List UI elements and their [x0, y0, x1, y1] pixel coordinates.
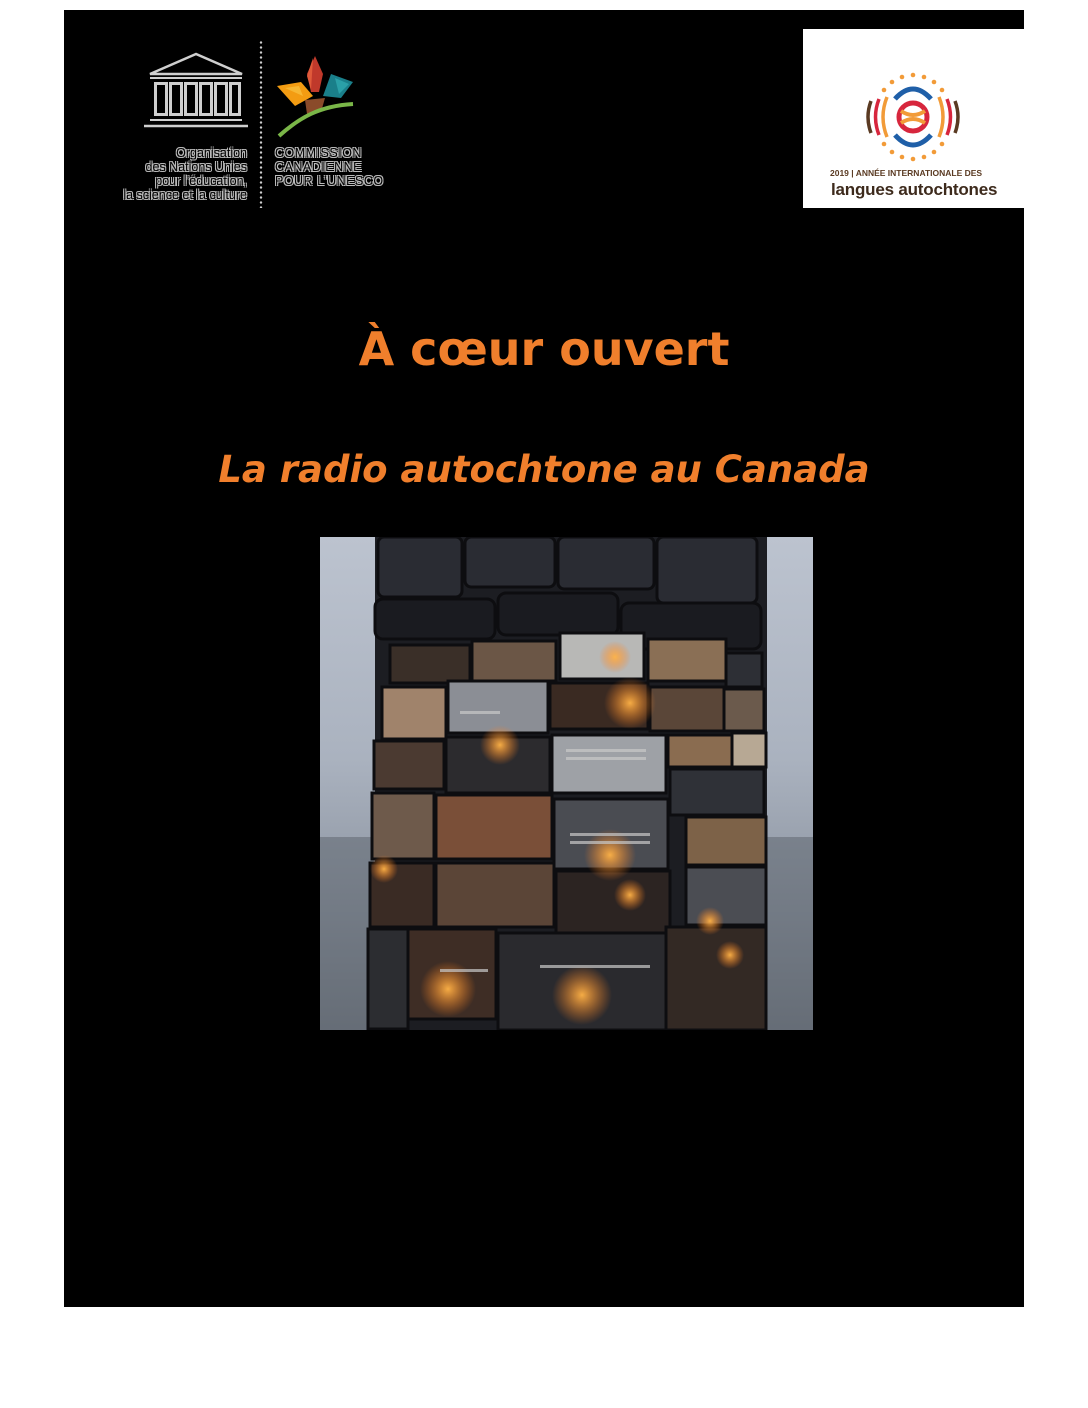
unesco-ccu-logo-block — [115, 38, 405, 210]
radio-tower-photo — [320, 537, 813, 1030]
iyil-languages-line: langues autochtones — [831, 180, 998, 199]
maple-leaf-icon — [273, 52, 357, 138]
logo-divider — [259, 40, 263, 208]
ccu-line-3: POUR L’UNESCO — [275, 174, 384, 188]
ccu-commission-name — [275, 146, 384, 188]
iyil-2019-logo — [803, 29, 1024, 208]
unesco-line-3: pour l’éducation, — [155, 174, 247, 188]
page-title: À cœur ouvert — [358, 322, 730, 376]
page-subtitle: La radio autochtone au Canada — [218, 448, 870, 491]
ccu-line-1: COMMISSION — [275, 146, 362, 160]
unesco-temple-logo — [142, 52, 250, 132]
iyil-year-line: 2019 | ANNÉE INTERNATIONALE DES — [830, 168, 983, 178]
unesco-organisation-name — [123, 146, 247, 202]
radio-tower-illustration — [320, 537, 813, 1030]
ccu-line-2: CANADIENNE — [275, 160, 362, 174]
unesco-line-1: Organisation — [176, 146, 247, 160]
iyil-emblem-icon — [863, 71, 963, 163]
unesco-line-2: des Nations Unies — [145, 160, 247, 174]
unesco-line-4: la science et la culture — [123, 188, 247, 202]
